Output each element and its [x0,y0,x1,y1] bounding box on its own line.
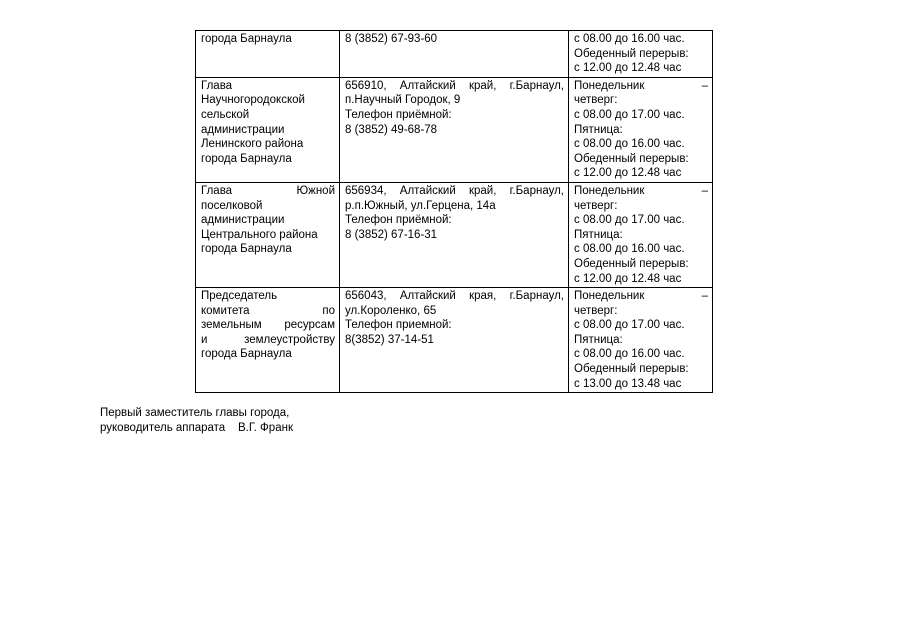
hours-line: с 08.00 до 16.00 час. [574,33,685,45]
hours-line: Пятница: [574,228,623,241]
contacts-table [195,30,713,393]
phone-line: 8 (3852) 67-93-60 [345,33,438,45]
official-title-line: города Барнаула [201,243,292,256]
office-hours-cell [569,31,713,78]
hours-line: с 08.00 до 16.00 час. [574,348,685,361]
office-hours-cell [569,288,713,393]
hours-line: с 08.00 до 16.00 час. [574,243,685,256]
signature-position: Первый заместитель главы города, [100,407,290,419]
hours-line: четверг: [574,199,618,212]
official-title-line: Глава Южной [201,184,335,197]
address-phone-cell [340,288,569,393]
table-row [196,288,713,393]
official-title-cell [196,182,340,287]
hours-line: Понедельник – [574,184,708,197]
official-title-line: города Барнаула [201,348,292,361]
signature-block [100,406,293,435]
hours-line: Понедельник – [574,290,708,303]
phone-label: Телефон приёмной: [345,214,452,227]
official-title-line: сельской [201,108,250,121]
official-title-line: города Барнаула [201,33,292,45]
address-phone-cell [340,182,569,287]
hours-line: Понедельник – [574,79,708,92]
official-title-line: Центрального района [201,228,318,241]
address-line: 656043, Алтайский края, г.Барнаул, [345,290,564,303]
hours-line: с 12.00 до 12.48 час [574,272,682,285]
address-phone-cell [340,31,569,78]
phone-line: 8 (3852) 49-68-78 [345,123,438,136]
official-title-line: Председатель [201,290,278,303]
official-title-line: и землеустройству [201,333,335,346]
hours-line: Обеденный перерыв: [574,152,689,165]
signature-name: руководитель аппарата В.Г. Франк [100,421,293,434]
table-row [196,31,713,78]
hours-line: с 08.00 до 17.00 час. [574,108,685,121]
hours-line: с 08.00 до 17.00 час. [574,319,685,332]
address-line: 656934, Алтайский край, г.Барнаул, [345,184,564,197]
hours-line: с 12.00 до 12.48 час [574,167,682,180]
official-title-line: администрации [201,214,285,227]
hours-line: четверг: [574,304,618,317]
official-title-line: Глава [201,79,233,92]
official-title-line: города Барнаула [201,152,292,165]
hours-line: Обеденный перерыв: [574,47,689,60]
hours-line: с 08.00 до 16.00 час. [574,138,685,151]
phone-label: Телефон приёмной: [345,108,452,121]
official-title-cell [196,288,340,393]
table-row [196,182,713,287]
address-line: 656910, Алтайский край, г.Барнаул, [345,79,564,92]
official-title-line: администрации [201,123,285,136]
hours-line: с 13.00 до 13.48 час [574,377,682,390]
phone-line: 8 (3852) 67-16-31 [345,228,438,241]
phone-label: Телефон приемной: [345,319,452,332]
hours-line: с 08.00 до 17.00 час. [574,214,685,227]
official-title-line: Ленинского района [201,138,304,151]
official-title-line: земельным ресурсам [201,319,335,332]
address-line: п.Научный Городок, 9 [345,94,461,107]
official-title-line: Научногородокской [201,94,305,107]
table-row [196,77,713,182]
official-title-line: комитета по [201,304,335,317]
hours-line: четверг: [574,94,618,107]
hours-line: с 12.00 до 12.48 час [574,62,682,75]
office-hours-cell [569,77,713,182]
address-phone-cell [340,77,569,182]
official-title-line: поселковой [201,199,263,212]
hours-line: Пятница: [574,123,623,136]
official-title-cell [196,31,340,78]
address-line: ул.Короленко, 65 [345,304,437,317]
address-line: р.п.Южный, ул.Герцена, 14а [345,199,496,212]
hours-line: Обеденный перерыв: [574,257,689,270]
official-title-cell [196,77,340,182]
office-hours-cell [569,182,713,287]
hours-line: Пятница: [574,333,623,346]
phone-line: 8(3852) 37-14-51 [345,333,434,346]
hours-line: Обеденный перерыв: [574,363,689,376]
